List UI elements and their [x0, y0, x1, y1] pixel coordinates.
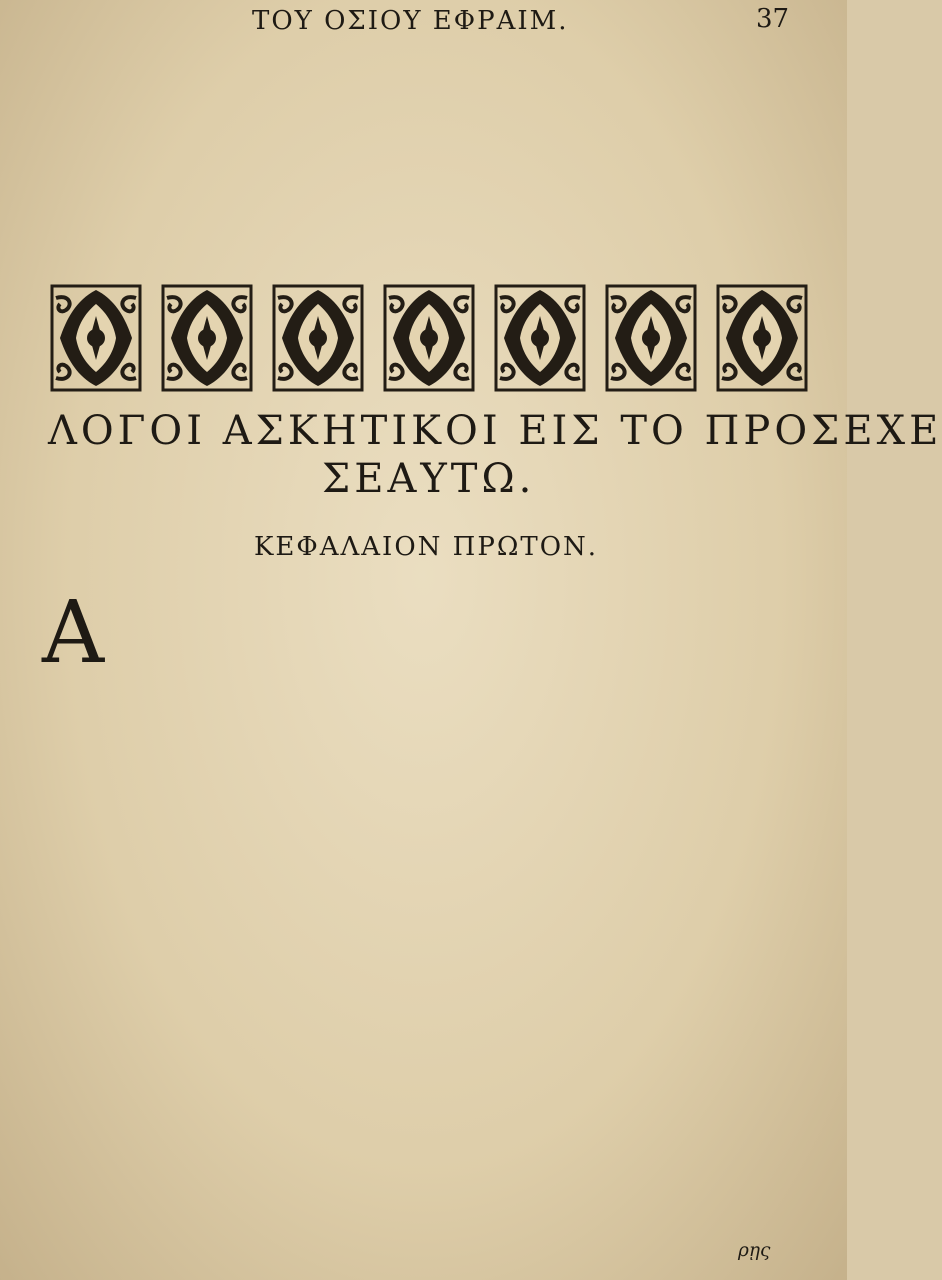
catchword: ρῃς — [738, 1240, 771, 1261]
title-line-2: ΣΕΑΥΤΩ. — [322, 456, 536, 502]
title-line-1: ΛΟΓΟΙ ΑΣΚΗΤΙΚΟΙ ΕΙΣ ΤΟ ΠΡΟΣΕΧΕ — [48, 408, 942, 454]
running-head — [0, 2, 847, 36]
drop-cap: Α — [42, 583, 105, 683]
page-number: 37 — [756, 4, 790, 34]
decorative-ornament-band — [46, 280, 824, 396]
running-title: ΤΟΥ ΟΣΙΟΥ ΕΦΡΑΙΜ. — [252, 6, 569, 36]
ornament-icon — [46, 280, 824, 396]
chapter-heading: ΚΕΦΑΛΑΙΟΝ ΠΡΩΤΟΝ. — [254, 532, 599, 562]
